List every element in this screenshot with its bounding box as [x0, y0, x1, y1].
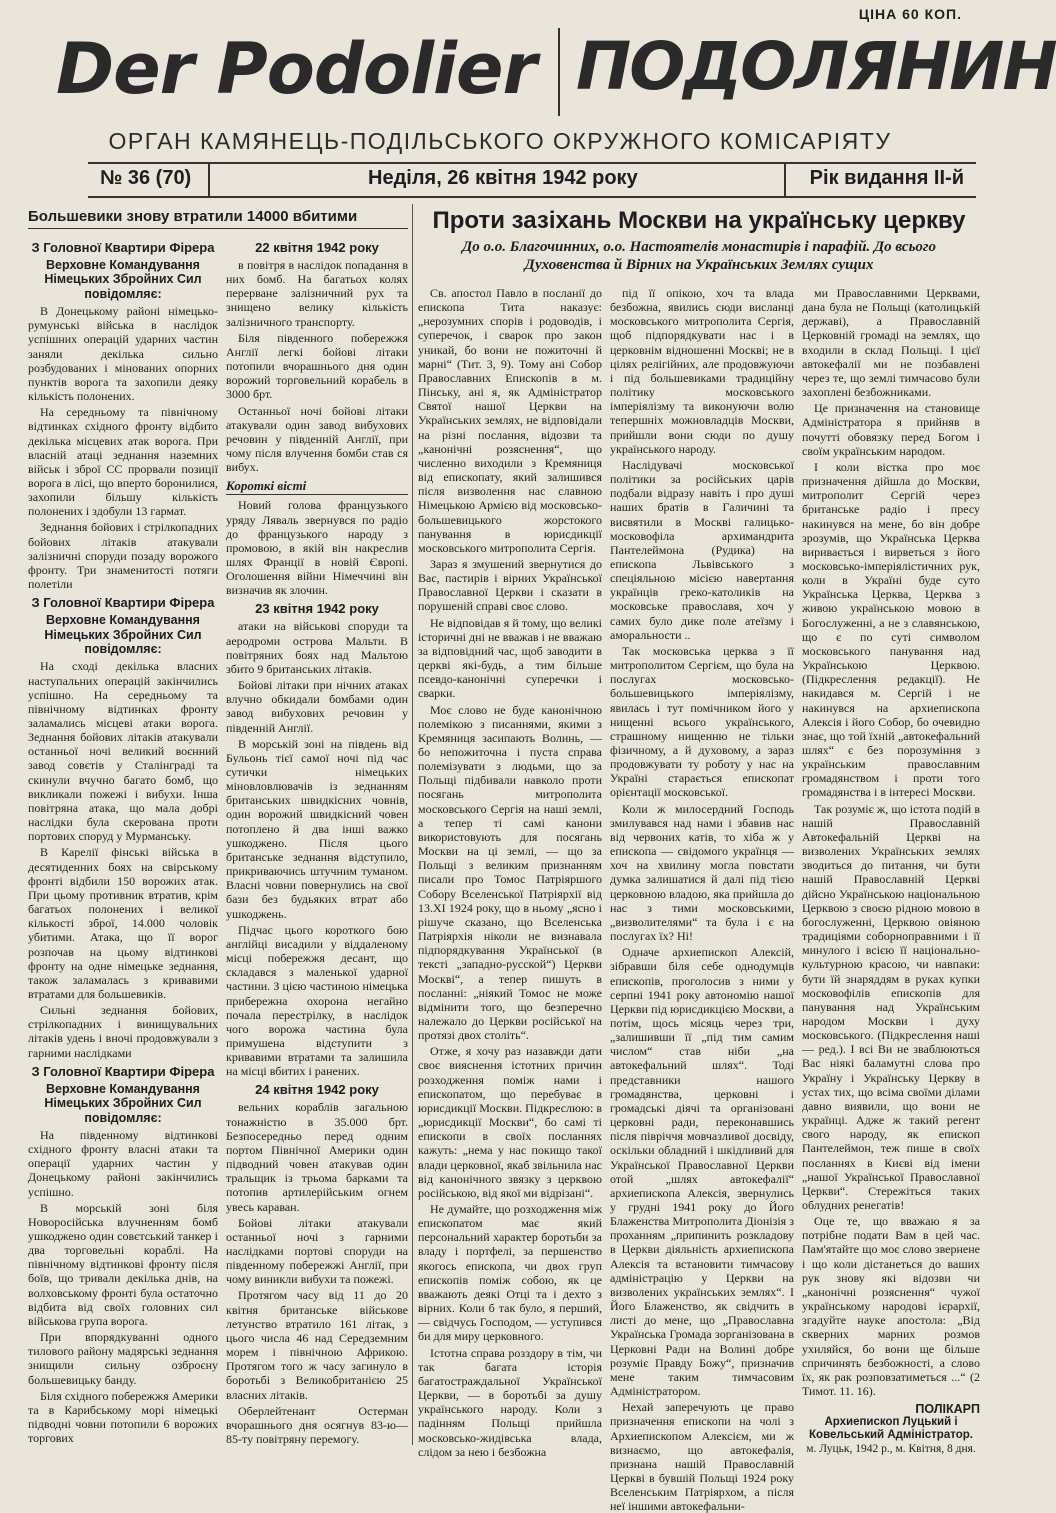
paragraph: Зараз я змушений звернутися до Вас, пастирів і вірних Української Православної Церкви і сказати в порушеній справі своє слово.: [418, 556, 602, 614]
info-separator: [784, 164, 786, 196]
issue-info-bar: [88, 162, 976, 198]
paragraph: Бойові літаки атакували останньої ночі з гарними наслідками портові споруди на південному побережжі Англії, при чому виникли вибухи та пожежі.: [226, 1215, 408, 1287]
paragraph: під її опікою, хоч та влада безбожна, явились сюди висланці московського митрополита Сергія, щоб підпорядкувати нас і в церковнім відношенні Москві; не в цілях релігійних, але продовжуючи і під большевиками традиційну політику московського імперіялізму та виконуючи волю тепершніх можновладців Москви, прийшли вони сюди по душу українського народу.: [610, 286, 794, 456]
masthead: [40, 22, 1056, 122]
paragraph: Останньої ночі бойові літаки атакували один завод вибухових речовин у південній Англії, при чому після влучення бомби став ся вибух.: [226, 403, 408, 475]
paragraph: Підчас цього короткого бою англійці висадили у віддаленому місці побережжя десант, що складався з маленької ударної частини. З цією частиною німецька прибережна охорона негайно почала перестрілку, в наслідок чого ворожа частина була примушена відступити з кривавими втратами та залишила на місці вбитих і ранених.: [226, 922, 408, 1079]
article-column-3: [802, 286, 980, 1455]
paragraph: Зеднання бойових і стрілкопадних бойових літаків атакували залізничні споруди позаду ворожого фронту. Три знаменитості потяги полетіли: [28, 520, 218, 592]
paragraph: Нехай заперечують це право призначення епископи на чолі з Архиепископом Алексієм, ми ж визнаємо, що автокефалія, признана нашій Православній Церкві в бувшій Польщі 1924 року Вселенським Патріярхом, а після неї іншими автокефальни-: [610, 1400, 794, 1513]
paragraph: Одначе архиепископ Алексій, зібравши біля себе однодумців епископів, проголосив з ними у серпні 1941 року автономію нашої Церкви під юрисдикцією Москви, а потім, щось місяць через три, „залишивши її „під тим самим числом“ став ніби „на автокефальний шлях“. Тоді представники нашого громадянства, церковні і громадські діячі та організовані церковні ради, переконавшись після півріччя мовчазливої досвіду, оскільки обладний і шкідливий для Української Православної Церкви отой „шлях автокефалії“ архиепископа Алексія, звернулись у грудні 1941 року до Його Блаженства Митрополита Діонізія з проханням „припинить розкладову в Церкви діяльність архиепископа Алексія та встановити тимчасову адміністрацію у Церкви на визволених українських землях“. І Його Блаженство, як свідчить в листі до мене, що „Православна Українська Громада зорганізована в Церковні Ради на Волині добре розуміє Правду Божу“, призначив мене таким тимчасовим Адміністратором.: [610, 945, 794, 1399]
paragraph: Новий голова французького уряду Ляваль звернувся по радіо до французького народу з промовою, в якій він накреслив шлях Франції в новій Європі. Оголошення війни Німеччині він визначив як злочин.: [226, 498, 408, 598]
german-title: Der Podolier: [56, 28, 537, 110]
section-title: З Головної Квартири Фірера: [31, 240, 215, 255]
section-subtitle: Верховне Командування Німецьких Збройних Сил повідомляє:: [44, 613, 202, 656]
paragraph: На сході декілька власних наступальних операцій закінчились успішно. На середньому та північному відтинках фронту заламались місцеві атаки ворога. Зеднання бойових літаків атакували останньої ночі великий воєнний завод совєтів у Сталінграді та скинули вчучно багато бомб, що викликали пожежі і вибухи. Інша повітряна атака, що мала добрі наслідки була скерована проти портових споруд у Мурманську.: [28, 659, 218, 844]
article-column-2: [610, 286, 794, 1513]
paragraph: В морській зоні біля Новоросійська влучненням бомб ушкоджено один совєтський танкер і два торговельні кораблі. На північному відтинкові фронту після боїв, що тривали декілька днів, на волховському фронті була остаточно відбита від своїх головних сил військова група ворога.: [28, 1200, 218, 1328]
paragraph: Оберлейтенант Остерман вчорашнього дня осягнув 83-ю—85-ту повітряну перемогу.: [226, 1403, 408, 1447]
info-separator: [208, 164, 210, 196]
short-news-heading: Короткі вісті: [226, 478, 408, 495]
paragraph: Оце те, що вважаю я за потрібне подати Вам в цей час. Пам'ятайте що моє слово звернене і що коли дістанеться до вашиx рук знову які відозви чи „канонічні розяснення“ чужої українському народові ієрархії, згадуйте наукe апостола: „Від скверних марних розмов ухиляйся, бо вони ще більше спричинять безбожності, а слово їх, як рак розповзатиметься ...“ (2 Тимот. 11. 16).: [802, 1214, 980, 1399]
price-label: ЦІНА 60 КОП.: [858, 6, 962, 22]
signature-title: Архиепископ Луцький і Ковельський Адміністратор.: [809, 1416, 973, 1442]
church-article: [418, 204, 980, 1513]
publication-year: Рік видання ІІ-й: [809, 167, 964, 189]
paragraph: Отже, я хочу раз назавжди дати своє вияснення істотних причин розходження поміж нами і епископатом, що перебуває в юрисдикції Москви. Підкреслюю: в „юрисдикції Москви“, бо самі ті епископи в своїх посланнях кажуть: „нема у нас покищо такої влади церковної, якаб звільнила нас від канонічного звязку з церквою російською, від якої ми відрізані“.: [418, 1044, 602, 1200]
paragraph: При впорядкуванні одного тилового району мадярські зеднання знищили сильну озброєну большевицьку банду.: [28, 1330, 218, 1387]
ukrainian-title: ПОДОЛЯНИН: [576, 28, 1056, 105]
paragraph: Це призначення на становище Адміністратора я прийняв в почутті обовязку перед Богом і своїм українським народом.: [802, 401, 980, 458]
masthead-divider: [558, 28, 560, 116]
paragraph: Не відповідав я й тому, що великі історичні дні не вважав і не вважаю за відповідний час, щоб заводити в церкві які-будь, а тим більше псевдо-канонічні суперечки і сварки.: [418, 615, 602, 701]
article-subheadline: До о.о. Благочинних, о.о. Настоятелів монастирів і парафій. До всього Духовенства й Вірних на Українських Землях сущих: [462, 239, 936, 274]
paragraph: Так розуміє ж, що істота подій в нашій Православній Автокефальній Церкві на визволених Українських землях зводиться до питання, чи бути нашій Православній Церкві дійсно Українською національною Церквою з своєю рідною мовою в богослуженні, Церквою овіяною традиціями соборноправними і її минулого і всією її національно-культурною красою, чи навпаки: бути їй знаряддям в руках купки московофілів епископів для панування над Українським народом Москви і духу московського. (Підкреслення наші — ред.). І всі Ви не зваблюються Вас ніякі баламутні слова про Україну і Українську Церкву в устах тих, що всіма своїми ділами давно виявили, що вони не українці. Адже ж такий регент свого народу, як епископ Пантелеймон, теж пише в своїх посланнях в Києві від імени „нашої Української Православної Церкви“. Стережіться таких облудних ренегатів!: [802, 801, 980, 1212]
paragraph: Так московська церква з її митрополитом Сергієм, що була на послугах московсько-большевицького імперіялізму, явилась і тут помічником його у нищенні всього українського, страшному нищенню не тільки фізичному, а й духовому, а зараз продовжувати ту роботу у нас на Україні старається епископат орієнтації московської.: [610, 643, 794, 800]
paragraph: ми Православними Церквами, дана була не Польщі (католицькій державі), а Православній Церковній громаді на землях, що входили в склад Польщі. І цієї автокефалії ми не позбавлені через те, що землі тимчасово були захоплені безбожниками.: [802, 286, 980, 400]
paragraph: В Карелії фінські війська в десятиденних боях на свірському фронті відбили 150 ворожих атак. При цьому противник втратив, крім багатьох полонених і великої кількості зброї, 14.000 чоловік убитими. Атака, що її ворог розпочав на цьому відтинкові фронту на одне німецьке зеднання, також заламалась з кривавими втратами для большевиків.: [28, 845, 218, 1001]
paragraph: Наслідувачі московської політики за російських царів подбали відразу навіть і про душі наших братів в Галичині та висвятили в Москві галицько-московофіла архимандрита Пантелеймона (Рудика) на епископа Львівського з спеціяльною місією навертання українців греко-католиків на московське православя, хоч у самих було дике поле атеїзму і аморальности ..: [610, 457, 794, 642]
paragraph: атаки на військові споруди та аеродроми острова Мальти. В повітряних боях над Мальтою збито 9 британських літаків.: [226, 619, 408, 676]
section-subtitle: Верховне Командування Німецьких Збройних Сил повідомляє:: [44, 1081, 202, 1125]
paragraph: Св. апостол Павло в посланії до епископа Тита наказує: „нерозумних спорів і родоводів, і суперечок, і сварок про закон уникай, бо вони не пожиточні й марні“ (Тит. 3, 9). Тому ані Собор Православних Епископів в м. Пінську, ані я, як Адміністратор Святої нашої Церкви на Українських землях, не відповідали на різні послання, відозви та „канонічні розяснення“, що численно виходили з Кремяниця від епископату, який залишився після визволення нас славною Німецькою Армією від московсько-большевицького жорстокого панування в юрисдикції московського митрополита Сергія.: [418, 286, 602, 555]
paragraph: вельних кораблів загальною тонажністю в 35.000 брт. Безпосередньо перед одним портом Північної Америки один підводний човен атакував один тральщик із трьома барками та потопив артилерійським огнем увесь караван.: [226, 1100, 408, 1214]
section-title: 24 квітня 1942 року: [255, 1082, 379, 1098]
paragraph: Біля південного побережжя Англії легкі бойові літаки потопили вчорашнього дня один ворожий торговельний корабель в 3000 брт.: [226, 330, 408, 402]
issue-date: Неділя, 26 квітня 1942 року: [368, 167, 638, 189]
paragraph: В морській зоні на південь від Бульонь тієї самої ночі під час сутички німецьких міновловлювачів із зеднанням британських швидкісних човнів, один ворожий швидкісний човен потоплено й два інші важко ушкоджено. Після цього британське зеднання відступило, прикриваючись штучним туманом. Власні човни повернулись на свої бази без будьяких втрат або ушкоджень.: [226, 736, 408, 921]
paragraph: Не думайте, що розходження між епископатом має який персональний характер боротьби за владу і портфелі, за першенство якогось епископа, чи двох груп епископів поміж собою, як це вважають деякі Отці та і дехто з вірних. Коли б так було, я перший, — свідчусь Господом, — уступився би для миру церковного.: [418, 1202, 602, 1344]
signature-name: ПОЛІКАРП: [915, 1402, 980, 1417]
paragraph: Моє слово не буде канонічною полемікою з писаннями, якими з Кремяниця засипають Волинь, — бо непожиточна і пуста справа полемізувати з людьми, що за Польщі підбивали навколо проти посягань митрополита московського Сергія на наші землі, а тепер ті самі канони використовують для посягань Москви на ці землі, — що за Польщі з великим признанням писали про Томос Патріяршого Собору Вселенської Патріярхії від 13.XI 1924 року, що в ньому „ясно і рішуче сказано, що Вселенська Патріярхія ніколи не визнавала підпорядкування Української (в тексті „западно-русской“) Церкви Москві“, а тепер пишуть в посланні: „ніякий Томос не може відмінити того, що безперечно належало до Церкви російської на протязі двох століть“.: [418, 702, 602, 1043]
organ-line: ОРГАН КАМЯНЕЦЬ-ПОДІЛЬСЬКОГО ОКРУЖНОГО КОМІСАРІЯТУ: [108, 128, 892, 154]
article-headline: Проти зазіхань Москви на українську церкву: [432, 207, 966, 234]
section-title: 22 квітня 1942 року: [255, 240, 379, 255]
war-news-column-b: [226, 236, 408, 1445]
article-column-1: [418, 286, 602, 1459]
paragraph: Біля східного побережжя Америки та в Карибському морі німецькі підводні човни потопили 6 ворожих торгових: [28, 1388, 218, 1446]
section-title: 23 квітня 1942 року: [255, 601, 379, 617]
paragraph: Істотна справа розздору в тім, чи так багата історія багатостраждальної Української Церкви, — в боротьбі за душу українського народу. Коли з падінням Польщі прийшла московсько-жидівська влада, слідом за нею і безбожна: [418, 1345, 602, 1459]
paragraph: В Донецькому районі німецько-румунські війська в наслідок успішних операцій ударних частин заняли декілька сильно розбудованих і мінованих опорних пунктів ворога та захопили деяку кількість полонених.: [28, 304, 218, 404]
paragraph: На середньому та північному відтинках східного фронту відбито декілька місцевих атак ворога. При власній атаці зеднання наземних військ і зброї СС прорвали позиції ворога в лісі, що вперто боронилися, захопили більшу кількість полонених і здобули 13 гармат.: [28, 405, 218, 519]
paragraph: Бойові літаки при нічних атаках влучно обкидали бомбами один завод вибухових речовин у південній Англії.: [226, 678, 408, 735]
section-title: З Головної Квартири Фірера: [31, 1063, 215, 1079]
column-rule: [412, 204, 413, 1445]
section-title: З Головної Квартири Фірера: [31, 595, 215, 611]
signature-place: м. Луцьк, 1942 р., м. Квітня, 8 дня.: [806, 1442, 976, 1455]
paragraph: На південному відтинкові східного фронту власні атаки та операції ударних частин у Донецькому районі закінчились успішно.: [28, 1127, 218, 1199]
issue-number: № 36 (70): [100, 167, 192, 189]
paragraph: Сильні зеднання бойових, стрілкопадних і винищувальних літаків удень і вночі продовжували з гарними наслідками: [28, 1003, 218, 1060]
war-news-headline: Большевики знову втратили 14000 вбитими: [28, 208, 408, 229]
war-news-column-a: [28, 236, 218, 1445]
paragraph: Коли ж милосердний Господь змилувався над нами і збавив нас від червоних катів, то хіба ж у епископа — свідомого українця — хоч на хвилину могла повстати думка залишатися й далі під тією церковною владою, яка прийшла до нас з тими московськими, „визволителями“ та була і є на послугах їх? Ні!: [610, 801, 794, 944]
section-subtitle: Верховне Командування Німецьких Збройних Сил повідомляє:: [44, 258, 202, 301]
paragraph: І коли вістка про моє призначення дійшла до Москви, митрополит Сергій через британське радіо і пресу накинувся на мене, бо він добре зрозумів, що Українська Церква виривається і вирветься з його московсько-імперіялістичних рук, коли в Україні буде суто Українська Церква, Церква з живою українською мовою в Богослуженні, а не з славянською, що є по суті символом московського панування над Українською Церквою. (Підкреслення редакції). Не накидався м. Сергій і не накинувся на архиепископа Алексія і його Собор, бо очевидно знає, що той їхній „автокефальний шлях“ є без порозуміння з українським православним громадянством і проти того громадянства і в інтересі Москви.: [802, 459, 980, 800]
paragraph: в повітря в наслідок попадання в них бомб. На багатьох колях перерване залізничний рух та знищено велику кількість залізничного транспорту.: [226, 258, 408, 329]
paragraph: Протягом часу від 11 до 20 квітня британське військове летунство втратило 161 літак, з цього числа 46 над Середземним морем і північною Африкою. Протягом того ж часу загинуло в боротьбі з Великобританією 25 власних літаків.: [226, 1288, 408, 1402]
war-news-section: [28, 208, 408, 1445]
